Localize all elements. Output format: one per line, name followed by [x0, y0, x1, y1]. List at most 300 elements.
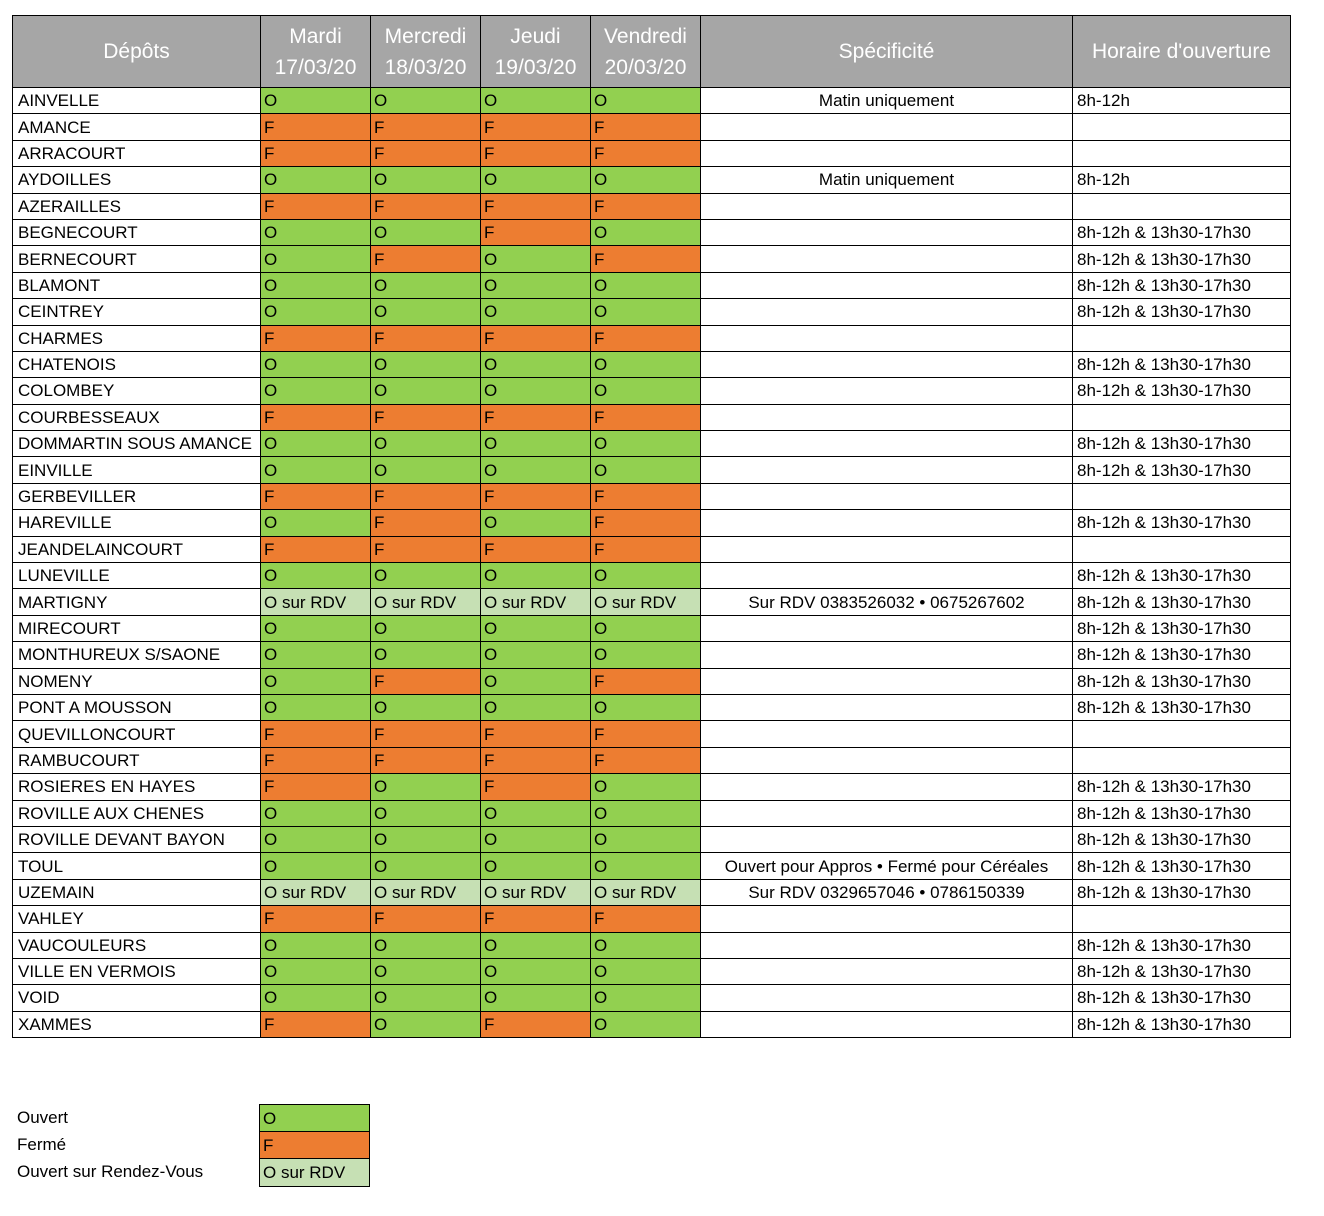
- table-row: [13, 615, 1291, 641]
- specificite-cell: [701, 747, 1073, 773]
- status-cell-day-4: O: [591, 88, 701, 114]
- status-cell-day-4: O: [591, 932, 701, 958]
- status-cell-day-3: O: [481, 853, 591, 879]
- status-cell-day-3: F: [481, 193, 591, 219]
- status-cell-day-2: F: [371, 906, 481, 932]
- horaire-cell: 8h-12h & 13h30-17h30: [1073, 985, 1291, 1011]
- status-cell-day-4: O: [591, 167, 701, 193]
- specificite-cell: [701, 246, 1073, 272]
- status-cell-day-3: O: [481, 299, 591, 325]
- depot-name: CHARMES: [13, 325, 261, 351]
- specificite-cell: [701, 378, 1073, 404]
- status-cell-day-3: F: [481, 906, 591, 932]
- depot-name: AYDOILLES: [13, 167, 261, 193]
- status-cell-day-2: F: [371, 747, 481, 773]
- status-cell-day-4: O: [591, 826, 701, 852]
- status-cell-day-1: O: [261, 853, 371, 879]
- depot-name: GERBEVILLER: [13, 483, 261, 509]
- legend-label: Fermé: [17, 1135, 67, 1154]
- status-cell-day-4: O: [591, 457, 701, 483]
- status-cell-day-2: F: [371, 510, 481, 536]
- specificite-cell: [701, 351, 1073, 377]
- table-row: [13, 325, 1291, 351]
- table-row: [13, 721, 1291, 747]
- status-cell-day-2: O: [371, 642, 481, 668]
- status-cell-day-3: F: [481, 483, 591, 509]
- specificite-cell: [701, 114, 1073, 140]
- depot-name: NOMENY: [13, 668, 261, 694]
- specificite-cell: [701, 483, 1073, 509]
- status-cell-day-1: O: [261, 378, 371, 404]
- specificite-cell: Matin uniquement: [701, 167, 1073, 193]
- specificite-cell: [701, 985, 1073, 1011]
- table-row: [13, 272, 1291, 298]
- table-row: [13, 510, 1291, 536]
- specificite-cell: Sur RDV 0383526032 • 0675267602: [701, 589, 1073, 615]
- status-cell-day-3: O: [481, 246, 591, 272]
- header-day-4: [591, 16, 701, 88]
- table-header: [13, 16, 1291, 88]
- legend-label: Ouvert: [17, 1108, 69, 1127]
- status-cell-day-4: F: [591, 404, 701, 430]
- specificite-cell: [701, 932, 1073, 958]
- table-row: [13, 747, 1291, 773]
- status-cell-day-1: F: [261, 774, 371, 800]
- horaire-cell: [1073, 483, 1291, 509]
- day-name: Vendredi: [604, 24, 687, 48]
- table-row: [13, 668, 1291, 694]
- depot-name: RAMBUCOURT: [13, 747, 261, 773]
- horaire-cell: 8h-12h & 13h30-17h30: [1073, 431, 1291, 457]
- status-cell-day-3: O: [481, 958, 591, 984]
- status-cell-day-2: O: [371, 457, 481, 483]
- status-cell-day-4: F: [591, 193, 701, 219]
- horaire-cell: [1073, 404, 1291, 430]
- status-cell-day-2: O: [371, 826, 481, 852]
- horaire-cell: 8h-12h & 13h30-17h30: [1073, 826, 1291, 852]
- depot-name: QUEVILLONCOURT: [13, 721, 261, 747]
- status-cell-day-2: O sur RDV: [371, 879, 481, 905]
- status-cell-day-1: O: [261, 167, 371, 193]
- day-date: 17/03/20: [274, 55, 357, 79]
- status-cell-day-3: O: [481, 457, 591, 483]
- specificite-cell: [701, 1011, 1073, 1037]
- status-cell-day-2: F: [371, 246, 481, 272]
- depot-name: HAREVILLE: [13, 510, 261, 536]
- status-cell-day-3: O: [481, 932, 591, 958]
- table-row: [13, 483, 1291, 509]
- status-cell-day-4: O: [591, 351, 701, 377]
- horaire-cell: 8h-12h & 13h30-17h30: [1073, 800, 1291, 826]
- depot-name: LUNEVILLE: [13, 563, 261, 589]
- specificite-cell: [701, 431, 1073, 457]
- table-row: [13, 140, 1291, 166]
- specificite-cell: [701, 193, 1073, 219]
- status-cell-day-1: F: [261, 140, 371, 166]
- status-cell-day-4: F: [591, 114, 701, 140]
- depot-name: VAHLEY: [13, 906, 261, 932]
- specificite-cell: [701, 906, 1073, 932]
- specificite-cell: [701, 958, 1073, 984]
- table-row: [13, 826, 1291, 852]
- table-row: [13, 800, 1291, 826]
- status-cell-day-2: O: [371, 299, 481, 325]
- horaire-cell: 8h-12h & 13h30-17h30: [1073, 563, 1291, 589]
- table-row: [13, 378, 1291, 404]
- specificite-cell: [701, 694, 1073, 720]
- status-cell-day-1: F: [261, 404, 371, 430]
- status-cell-day-1: O: [261, 219, 371, 245]
- status-cell-day-3: F: [481, 721, 591, 747]
- horaire-cell: [1073, 114, 1291, 140]
- table-row: [13, 642, 1291, 668]
- status-cell-day-1: F: [261, 536, 371, 562]
- specificite-cell: Ouvert pour Appros • Fermé pour Céréales: [701, 853, 1073, 879]
- table-row: [13, 193, 1291, 219]
- status-cell-day-2: O: [371, 378, 481, 404]
- specificite-cell: [701, 510, 1073, 536]
- day-date: 20/03/20: [604, 55, 687, 79]
- day-name: Mardi: [289, 24, 342, 48]
- status-cell-day-4: F: [591, 483, 701, 509]
- status-cell-day-1: O: [261, 642, 371, 668]
- status-cell-day-2: O: [371, 167, 481, 193]
- depot-name: MARTIGNY: [13, 589, 261, 615]
- status-cell-day-4: O: [591, 1011, 701, 1037]
- status-cell-day-2: O: [371, 932, 481, 958]
- status-cell-day-1: F: [261, 906, 371, 932]
- status-cell-day-1: O: [261, 800, 371, 826]
- status-cell-day-1: O: [261, 272, 371, 298]
- status-cell-day-4: F: [591, 325, 701, 351]
- status-cell-day-3: O: [481, 615, 591, 641]
- header-day-3: [481, 16, 591, 88]
- status-cell-day-2: F: [371, 483, 481, 509]
- table-row: [13, 694, 1291, 720]
- depot-name: JEANDELAINCOURT: [13, 536, 261, 562]
- depot-name: EINVILLE: [13, 457, 261, 483]
- horaire-cell: [1073, 325, 1291, 351]
- status-cell-day-2: O: [371, 615, 481, 641]
- header-specificite: Spécificité: [701, 16, 1073, 88]
- horaire-cell: 8h-12h & 13h30-17h30: [1073, 378, 1291, 404]
- specificite-cell: [701, 668, 1073, 694]
- status-cell-day-3: O: [481, 694, 591, 720]
- status-cell-day-3: F: [481, 140, 591, 166]
- table-row: [13, 879, 1291, 905]
- status-cell-day-3: O: [481, 826, 591, 852]
- depots-table: [12, 15, 1291, 1038]
- depot-name: UZEMAIN: [13, 879, 261, 905]
- status-cell-day-1: F: [261, 193, 371, 219]
- depot-name: MIRECOURT: [13, 615, 261, 641]
- status-cell-day-2: O: [371, 272, 481, 298]
- horaire-cell: 8h-12h & 13h30-17h30: [1073, 879, 1291, 905]
- status-cell-day-3: O: [481, 272, 591, 298]
- specificite-cell: Matin uniquement: [701, 88, 1073, 114]
- horaire-cell: 8h-12h & 13h30-17h30: [1073, 774, 1291, 800]
- table-row: [13, 219, 1291, 245]
- status-cell-day-1: O: [261, 510, 371, 536]
- status-cell-day-2: F: [371, 721, 481, 747]
- table-row: [13, 351, 1291, 377]
- depot-name: COURBESSEAUX: [13, 404, 261, 430]
- status-cell-day-4: F: [591, 536, 701, 562]
- depot-name: ROVILLE DEVANT BAYON: [13, 826, 261, 852]
- legend-swatch: O sur RDV: [259, 1158, 370, 1187]
- horaire-cell: 8h-12h & 13h30-17h30: [1073, 642, 1291, 668]
- status-cell-day-1: O: [261, 246, 371, 272]
- header-day-2: [371, 16, 481, 88]
- table-row: [13, 299, 1291, 325]
- legend-swatch: F: [259, 1131, 370, 1159]
- status-cell-day-1: O: [261, 299, 371, 325]
- table-row: [13, 958, 1291, 984]
- horaire-cell: [1073, 140, 1291, 166]
- status-cell-day-1: O: [261, 668, 371, 694]
- horaire-cell: 8h-12h & 13h30-17h30: [1073, 853, 1291, 879]
- table-row: [13, 932, 1291, 958]
- status-cell-day-2: F: [371, 325, 481, 351]
- status-cell-day-1: F: [261, 747, 371, 773]
- status-cell-day-1: O: [261, 932, 371, 958]
- horaire-cell: 8h-12h & 13h30-17h30: [1073, 668, 1291, 694]
- status-cell-day-3: F: [481, 1011, 591, 1037]
- status-cell-day-3: O sur RDV: [481, 589, 591, 615]
- status-cell-day-4: O: [591, 615, 701, 641]
- status-cell-day-4: F: [591, 668, 701, 694]
- status-cell-day-4: F: [591, 721, 701, 747]
- table-row: [13, 853, 1291, 879]
- horaire-cell: 8h-12h & 13h30-17h30: [1073, 272, 1291, 298]
- horaire-cell: [1073, 906, 1291, 932]
- status-cell-day-2: O: [371, 1011, 481, 1037]
- specificite-cell: [701, 272, 1073, 298]
- table-row: [13, 906, 1291, 932]
- table-row: [13, 589, 1291, 615]
- status-cell-day-2: O: [371, 958, 481, 984]
- status-cell-day-1: O: [261, 985, 371, 1011]
- specificite-cell: [701, 140, 1073, 166]
- status-cell-day-3: O: [481, 668, 591, 694]
- status-cell-day-1: O: [261, 457, 371, 483]
- table-row: [13, 88, 1291, 114]
- specificite-cell: [701, 563, 1073, 589]
- status-cell-day-4: O: [591, 800, 701, 826]
- specificite-cell: [701, 774, 1073, 800]
- day-name: Jeudi: [510, 24, 561, 48]
- status-cell-day-3: F: [481, 747, 591, 773]
- status-cell-day-4: O: [591, 985, 701, 1011]
- status-cell-day-2: O: [371, 694, 481, 720]
- status-cell-day-1: O sur RDV: [261, 589, 371, 615]
- status-cell-day-4: O: [591, 299, 701, 325]
- horaire-cell: 8h-12h: [1073, 167, 1291, 193]
- status-cell-day-3: O: [481, 167, 591, 193]
- status-cell-day-2: F: [371, 404, 481, 430]
- depot-name: ROVILLE AUX CHENES: [13, 800, 261, 826]
- horaire-cell: 8h-12h & 13h30-17h30: [1073, 932, 1291, 958]
- status-cell-day-2: O: [371, 774, 481, 800]
- horaire-cell: [1073, 536, 1291, 562]
- horaire-cell: 8h-12h & 13h30-17h30: [1073, 958, 1291, 984]
- horaire-cell: [1073, 721, 1291, 747]
- specificite-cell: [701, 615, 1073, 641]
- depot-name: TOUL: [13, 853, 261, 879]
- status-cell-day-3: O: [481, 563, 591, 589]
- status-cell-day-4: O: [591, 642, 701, 668]
- table-row: [13, 246, 1291, 272]
- table-row: [13, 167, 1291, 193]
- status-cell-day-4: O sur RDV: [591, 589, 701, 615]
- depot-name: ROSIERES EN HAYES: [13, 774, 261, 800]
- specificite-cell: [701, 325, 1073, 351]
- day-name: Mercredi: [384, 24, 467, 48]
- horaire-cell: 8h-12h & 13h30-17h30: [1073, 589, 1291, 615]
- status-cell-day-2: O: [371, 431, 481, 457]
- day-date: 18/03/20: [384, 55, 467, 79]
- status-cell-day-4: O: [591, 774, 701, 800]
- status-cell-day-2: F: [371, 193, 481, 219]
- table-row: [13, 457, 1291, 483]
- status-cell-day-3: F: [481, 536, 591, 562]
- header-depots: Dépôts: [13, 16, 261, 88]
- status-cell-day-2: O: [371, 563, 481, 589]
- specificite-cell: [701, 457, 1073, 483]
- horaire-cell: 8h-12h & 13h30-17h30: [1073, 219, 1291, 245]
- horaire-cell: 8h-12h & 13h30-17h30: [1073, 1011, 1291, 1037]
- status-cell-day-2: F: [371, 536, 481, 562]
- status-cell-day-4: F: [591, 246, 701, 272]
- status-cell-day-4: O: [591, 272, 701, 298]
- specificite-cell: [701, 219, 1073, 245]
- status-cell-day-2: F: [371, 668, 481, 694]
- specificite-cell: [701, 800, 1073, 826]
- depot-name: AZERAILLES: [13, 193, 261, 219]
- depot-name: BEGNECOURT: [13, 219, 261, 245]
- horaire-cell: 8h-12h & 13h30-17h30: [1073, 615, 1291, 641]
- status-cell-day-3: O: [481, 378, 591, 404]
- day-date: 19/03/20: [494, 55, 577, 79]
- status-cell-day-2: O: [371, 351, 481, 377]
- specificite-cell: [701, 721, 1073, 747]
- table-body: [13, 88, 1291, 1038]
- status-cell-day-3: O: [481, 88, 591, 114]
- status-cell-day-1: O: [261, 88, 371, 114]
- status-cell-day-1: O: [261, 694, 371, 720]
- status-cell-day-1: O sur RDV: [261, 879, 371, 905]
- status-cell-day-1: O: [261, 563, 371, 589]
- table-row: [13, 985, 1291, 1011]
- status-cell-day-3: F: [481, 219, 591, 245]
- status-cell-day-4: O: [591, 378, 701, 404]
- status-cell-day-1: F: [261, 325, 371, 351]
- horaire-cell: 8h-12h & 13h30-17h30: [1073, 351, 1291, 377]
- header-horaire: Horaire d'ouverture: [1073, 16, 1291, 88]
- depot-name: PONT A MOUSSON: [13, 694, 261, 720]
- status-cell-day-1: O: [261, 431, 371, 457]
- specificite-cell: [701, 299, 1073, 325]
- depot-name: CHATENOIS: [13, 351, 261, 377]
- table-row: [13, 114, 1291, 140]
- status-cell-day-1: O: [261, 958, 371, 984]
- status-cell-day-1: O: [261, 351, 371, 377]
- legend-swatch: O: [259, 1104, 370, 1132]
- status-cell-day-2: F: [371, 140, 481, 166]
- table-row: [13, 774, 1291, 800]
- status-cell-day-1: O: [261, 826, 371, 852]
- specificite-cell: [701, 642, 1073, 668]
- status-cell-day-4: F: [591, 747, 701, 773]
- status-cell-day-3: O: [481, 431, 591, 457]
- status-cell-day-1: F: [261, 721, 371, 747]
- status-cell-day-2: O: [371, 985, 481, 1011]
- table-row: [13, 536, 1291, 562]
- status-cell-day-2: O: [371, 800, 481, 826]
- depot-name: MONTHUREUX S/SAONE: [13, 642, 261, 668]
- depot-name: CEINTREY: [13, 299, 261, 325]
- horaire-cell: 8h-12h & 13h30-17h30: [1073, 694, 1291, 720]
- horaire-cell: 8h-12h & 13h30-17h30: [1073, 510, 1291, 536]
- status-cell-day-2: O: [371, 853, 481, 879]
- status-cell-day-4: O: [591, 958, 701, 984]
- status-cell-day-3: O: [481, 510, 591, 536]
- status-cell-day-2: O: [371, 219, 481, 245]
- status-cell-day-4: O: [591, 853, 701, 879]
- status-cell-day-1: F: [261, 1011, 371, 1037]
- status-cell-day-4: O: [591, 694, 701, 720]
- status-cell-day-3: O: [481, 985, 591, 1011]
- status-cell-day-3: O: [481, 642, 591, 668]
- depot-name: AINVELLE: [13, 88, 261, 114]
- status-cell-day-4: F: [591, 510, 701, 536]
- status-cell-day-4: F: [591, 140, 701, 166]
- status-cell-day-1: O: [261, 615, 371, 641]
- status-cell-day-4: F: [591, 906, 701, 932]
- depot-name: ARRACOURT: [13, 140, 261, 166]
- horaire-cell: 8h-12h & 13h30-17h30: [1073, 299, 1291, 325]
- depot-name: VAUCOULEURS: [13, 932, 261, 958]
- specificite-cell: [701, 826, 1073, 852]
- horaire-cell: 8h-12h: [1073, 88, 1291, 114]
- depot-name: VILLE EN VERMOIS: [13, 958, 261, 984]
- status-cell-day-1: F: [261, 114, 371, 140]
- header-day-1: [261, 16, 371, 88]
- horaire-cell: [1073, 747, 1291, 773]
- status-cell-day-4: O sur RDV: [591, 879, 701, 905]
- status-cell-day-2: F: [371, 114, 481, 140]
- status-cell-day-3: O: [481, 351, 591, 377]
- depot-name: AMANCE: [13, 114, 261, 140]
- legend-label: Ouvert sur Rendez-Vous: [17, 1162, 204, 1181]
- table-row: [13, 1011, 1291, 1037]
- status-cell-day-1: F: [261, 483, 371, 509]
- status-cell-day-3: F: [481, 325, 591, 351]
- specificite-cell: [701, 536, 1073, 562]
- status-cell-day-3: F: [481, 114, 591, 140]
- specificite-cell: Sur RDV 0329657046 • 0786150339: [701, 879, 1073, 905]
- horaire-cell: 8h-12h & 13h30-17h30: [1073, 246, 1291, 272]
- depot-name: XAMMES: [13, 1011, 261, 1037]
- status-cell-day-3: F: [481, 774, 591, 800]
- depot-name: DOMMARTIN SOUS AMANCE: [13, 431, 261, 457]
- depot-name: VOID: [13, 985, 261, 1011]
- horaire-cell: [1073, 193, 1291, 219]
- status-cell-day-3: O sur RDV: [481, 879, 591, 905]
- table-row: [13, 431, 1291, 457]
- horaire-cell: 8h-12h & 13h30-17h30: [1073, 457, 1291, 483]
- status-cell-day-3: F: [481, 404, 591, 430]
